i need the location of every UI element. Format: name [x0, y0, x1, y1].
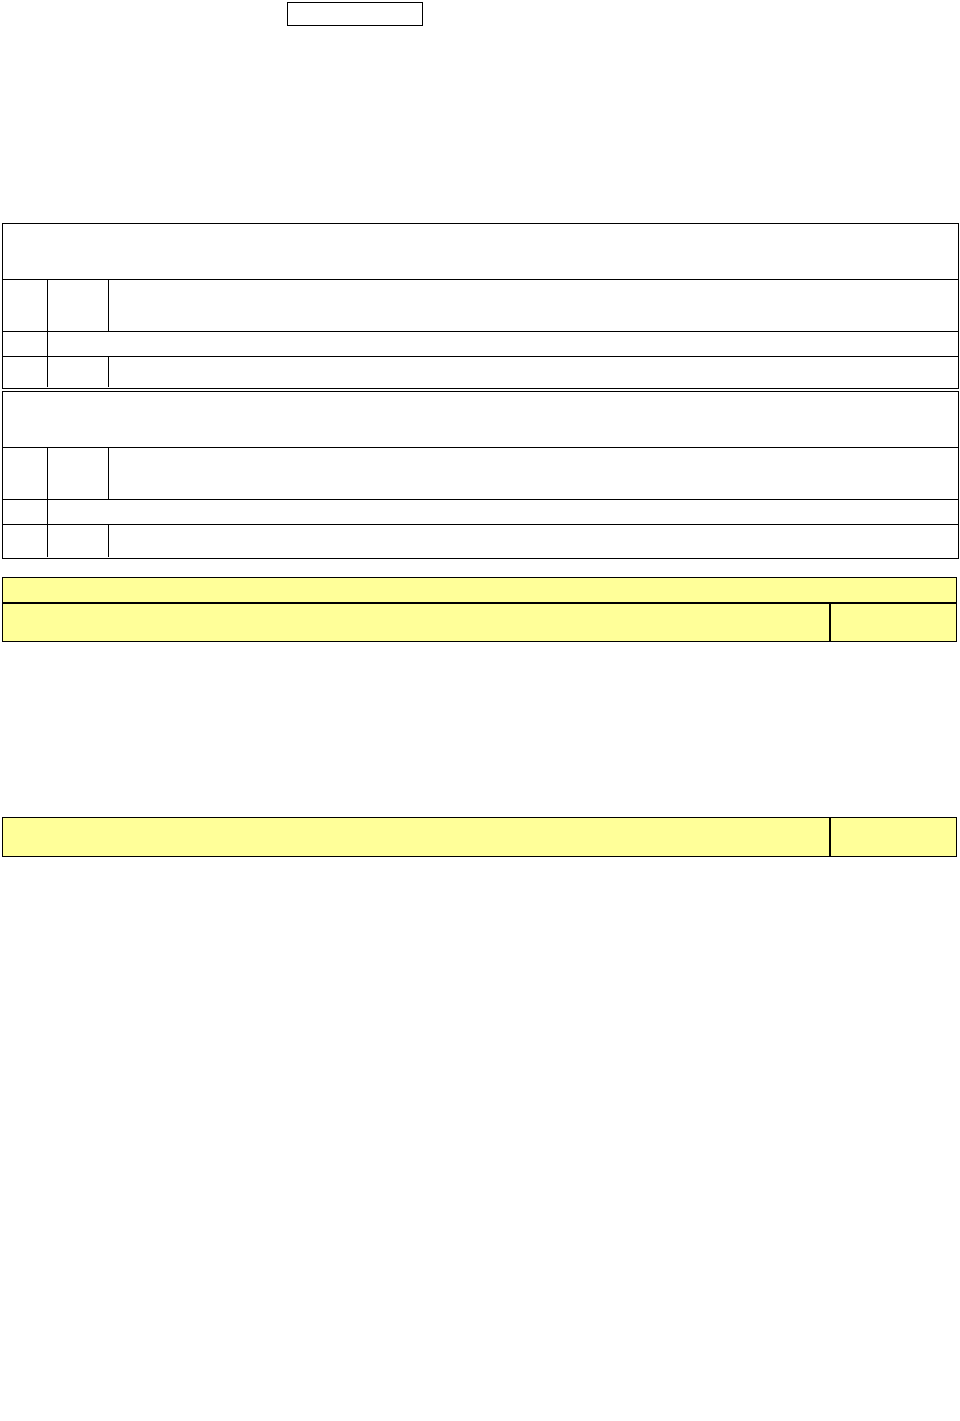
- mas-header: [2, 817, 830, 857]
- score-header: [830, 603, 957, 642]
- section-24-title: [3, 224, 958, 248]
- filter-select[interactable]: [287, 2, 423, 26]
- section-26-header: [2, 577, 957, 603]
- section-25: [2, 391, 959, 559]
- section-24: [2, 223, 959, 389]
- mas-score-header: [830, 817, 957, 857]
- mandatory-header: [2, 603, 830, 642]
